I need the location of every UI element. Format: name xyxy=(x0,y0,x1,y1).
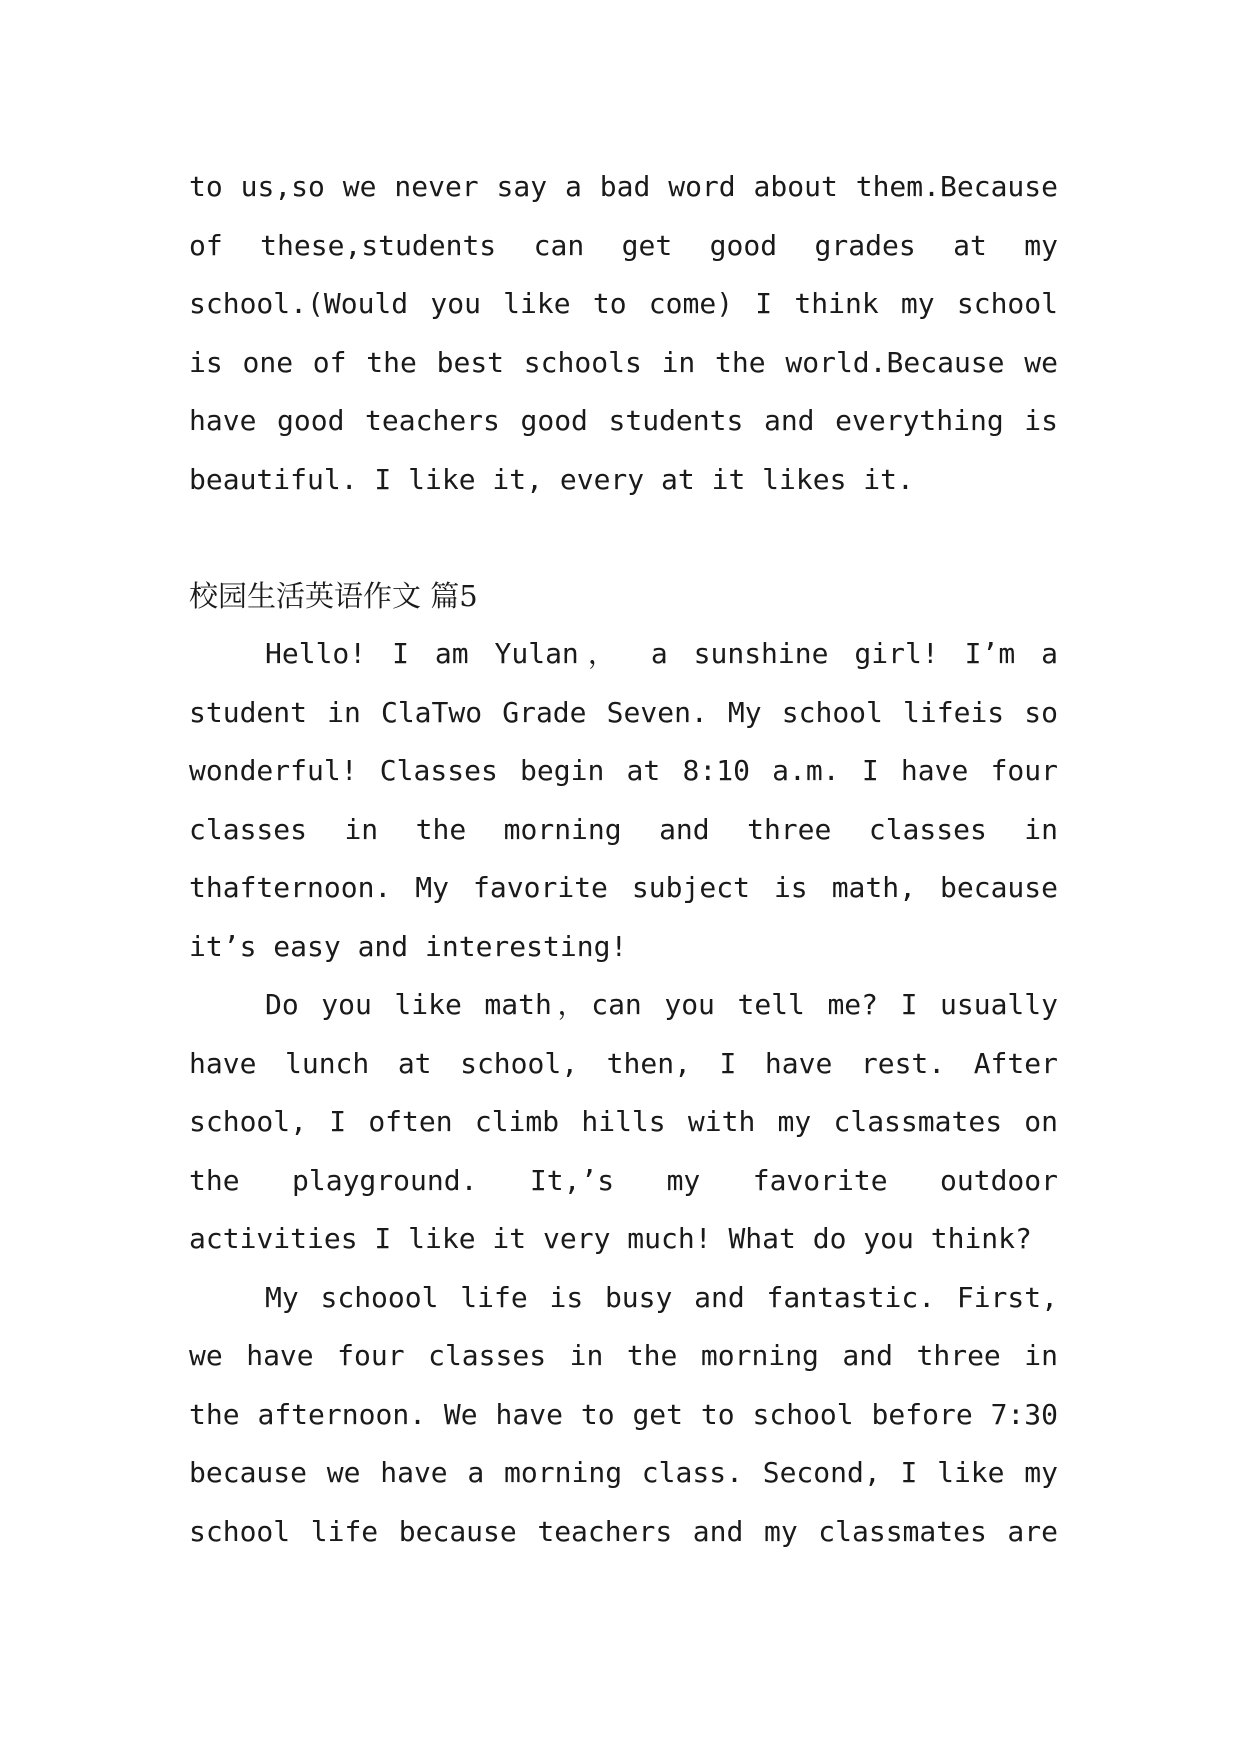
paragraph-2 xyxy=(189,976,1058,1269)
text-line: activities I like it very much! What do you think? xyxy=(189,1222,1032,1255)
continued-paragraph xyxy=(189,158,1058,509)
text-line: beautiful. I like it, every at it likes it. xyxy=(189,462,914,496)
paragraph-3 xyxy=(189,1269,1058,1562)
text-line: school, I often climb hills with my classmates on xyxy=(189,1105,1058,1138)
text-line: school.(Would you like to come) I think my school xyxy=(189,287,1058,320)
text-line: school life because teachers and my classmates are xyxy=(189,1514,1058,1548)
text-line: have good teachers good students and everything is xyxy=(189,404,1058,437)
text-line: we have four classes in the morning and three in xyxy=(189,1339,1058,1372)
text-line: My schoool life is busy and fantastic. First, xyxy=(265,1280,1058,1314)
text-line: the playground. It,’s my favorite outdoor xyxy=(189,1163,1058,1197)
text-line: Do you like math，can you tell me? I usually xyxy=(265,988,1058,1021)
section-heading-block xyxy=(189,567,1058,626)
text-line: classes in the morning and three classes in xyxy=(189,812,1058,846)
text-line: Hello! I am Yulan， a sunshine girl! I’m a xyxy=(265,637,1058,670)
text-line: of these,students can get good grades at my xyxy=(189,228,1058,262)
text-line: is one of the best schools in the world.Because we xyxy=(189,345,1058,379)
text-line: it’s easy and interesting! xyxy=(189,929,628,963)
text-line: thafternoon. My favorite subject is math, because xyxy=(189,871,1058,904)
text-line: to us,so we never say a bad word about them.Because xyxy=(189,170,1058,203)
text-line: the afternoon. We have to get to school before 7:30 xyxy=(189,1397,1058,1431)
text-line: because we have a morning class. Second, I like my xyxy=(189,1456,1058,1489)
text-line: student in ClaTwo Grade Seven. My school lifeis so xyxy=(189,695,1058,729)
section-body xyxy=(189,625,1058,1561)
section-heading: 校园生活英语作文 篇5 xyxy=(189,579,478,613)
text-line: have lunch at school, then, I have rest. After xyxy=(189,1046,1058,1080)
paragraph-1 xyxy=(189,625,1058,976)
text-line: wonderful! Classes begin at 8:10 a.m. I have four xyxy=(189,754,1058,787)
